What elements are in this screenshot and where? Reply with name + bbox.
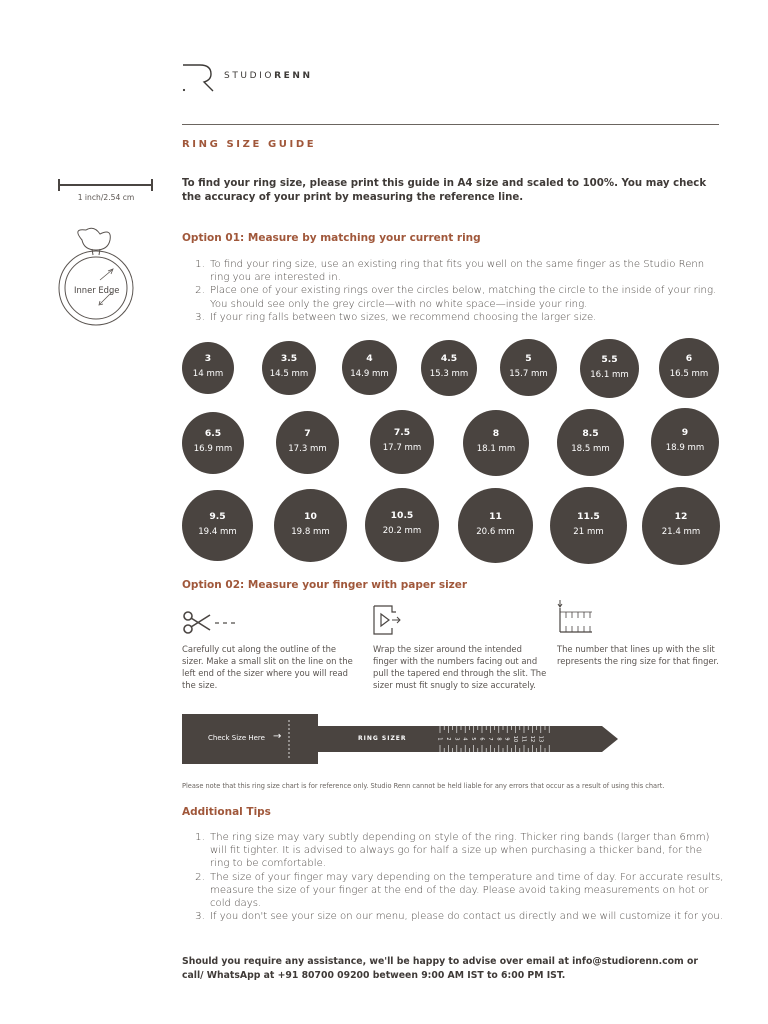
ring-size-label: 10.5 — [390, 510, 414, 521]
ring-size-circle — [500, 339, 557, 396]
ring-size-mm: 20.6 mm — [476, 526, 515, 537]
ring-size-mm: 20.2 mm — [382, 526, 422, 536]
ring-size-label: 4 — [366, 352, 373, 364]
ring-size-circle — [342, 340, 397, 395]
ring-size-circle — [370, 410, 434, 474]
ring-size-label: 8 — [492, 428, 500, 439]
ring-size-mm: 18.5 mm — [571, 443, 610, 454]
header-divider — [182, 124, 719, 125]
ring-size-mm: 17.7 mm — [382, 443, 422, 453]
ring-size-mm: 19.4 mm — [198, 526, 237, 537]
check-size-label: Check Size Here — [208, 734, 265, 742]
intro-text: To find your ring size, please print this guide in A4 size and scaled to 100%. You may check the accuracy of your print by measuring the reference line. — [182, 178, 707, 203]
scissors-icon — [182, 598, 242, 638]
tip-item: 3. If you don't see your size on our menu, please do contact us directly and we will customize it for you. — [208, 910, 724, 923]
tips-title: Additional Tips — [182, 806, 271, 818]
ring-size-mm: 18.1 mm — [476, 444, 516, 454]
ring-size-circle — [182, 342, 234, 394]
ring-size-label: 5 — [525, 352, 532, 364]
ring-size-circle — [182, 412, 244, 474]
reference-line — [59, 184, 152, 186]
ring-size-circle — [458, 488, 533, 563]
option1-step: 2. Place one of your existing rings over the circles below, matching the circle to the inside of your ring. You should see only the grey circle—with no white space—inside your ring. — [208, 284, 724, 310]
ring-size-label: 7 — [304, 427, 311, 439]
sizer-number: 12 — [528, 735, 535, 743]
option1-step: 3. If your ring falls between two sizes, we recommend choosing the larger size. — [208, 311, 724, 324]
option2-step-wrap: Wrap the sizer around the intended finger with the numbers facing out and pull the tapered end through the slit. The sizer must fit snugly to size accurately. — [373, 644, 547, 690]
ring-size-circle — [557, 409, 624, 476]
sizer-number: 8 — [495, 737, 502, 741]
reference-line-cap-right — [151, 179, 153, 191]
ring-size-label: 11.5 — [577, 510, 600, 522]
ring-size-label: 10 — [304, 510, 317, 522]
ring-size-label: 3.5 — [280, 353, 298, 364]
ring-size-label: 5.5 — [601, 353, 618, 365]
option1-step: 1. To find your ring size, use an existing ring that fits you well on the same finger as the Studio Renn ring you are interested in. — [208, 258, 724, 284]
wrap-sizer-icon — [372, 598, 412, 638]
ring-size-mm: 19.8 mm — [291, 526, 330, 537]
ring-size-mm: 21 mm — [573, 526, 604, 537]
ring-size-label: 6.5 — [204, 428, 222, 439]
ring-size-circle — [550, 487, 627, 564]
reference-line-label: 1 inch/2.54 cm — [77, 193, 135, 202]
option2-step-read: The number that lines up with the slit represents the ring size for that finger. — [557, 644, 719, 666]
option1-steps — [184, 258, 724, 324]
ring-size-circle — [421, 340, 477, 396]
ring-size-circle — [463, 410, 529, 476]
option2-title: Option 02: Measure your finger with paper sizer — [182, 579, 468, 591]
tip-item: 1. The ring size may vary subtly depending on style of the ring. Thicker ring bands (larger than 6mm) will fit tighter. It is advised to always go for half a size up when purchasing a thicker band, for the ring to be comfortable. — [208, 831, 724, 871]
sizer-number: 5 — [470, 737, 477, 741]
ring-size-circle — [274, 489, 347, 562]
ring-size-circle — [276, 411, 339, 474]
ring-size-mm: 16.1 mm — [590, 369, 629, 380]
ring-size-mm: 15.7 mm — [509, 368, 548, 379]
ring-size-mm: 14.9 mm — [350, 368, 389, 379]
ring-size-label: 6 — [685, 353, 693, 364]
sizer-number: 10 — [512, 735, 519, 743]
sizer-number: 4 — [461, 737, 468, 741]
ring-size-circle — [642, 487, 720, 565]
ring-size-label: 12 — [674, 511, 688, 522]
ring-size-mm: 14.5 mm — [269, 369, 309, 379]
brand-name: STUDIORENN — [224, 71, 313, 81]
sizer-number: 3 — [453, 737, 460, 741]
ring-size-mm: 16.5 mm — [669, 369, 709, 379]
sizer-number: 6 — [478, 737, 485, 741]
ring-size-label: 9.5 — [209, 510, 226, 522]
sizer-number: 7 — [486, 737, 493, 741]
ring-size-circle — [182, 490, 253, 561]
page-title: RING SIZE GUIDE — [182, 139, 317, 150]
ring-diagram-label: Inner Edge — [74, 285, 120, 295]
ring-size-mm: 14 mm — [192, 369, 224, 379]
sizer-number: 9 — [503, 737, 510, 741]
ring-size-circle — [651, 408, 719, 476]
ring-diagram-icon — [56, 226, 138, 330]
option1-title: Option 01: Measure by matching your current ring — [182, 232, 481, 244]
ring-size-circle — [580, 339, 639, 398]
reference-line-cap-left — [58, 179, 60, 191]
ring-size-mm: 18.9 mm — [665, 443, 705, 453]
ring-size-mm: 17.3 mm — [288, 443, 327, 454]
ruler-icon — [556, 598, 596, 638]
tips-list — [184, 831, 724, 923]
ring-size-mm: 21.4 mm — [661, 527, 701, 537]
ring-size-circle — [262, 341, 316, 395]
sizer-number: 1 — [436, 737, 443, 741]
option2-step-cut: Carefully cut along the outline of the sizer. Make a small slit on the line on the left end of the sizer where you will read the size. — [182, 644, 353, 690]
ring-size-circle — [365, 488, 439, 562]
tip-item: 2. The size of your finger may vary depending on the temperature and time of day. For accurate results, measure the size of your finger at the end of the day. Please avoid taking measurements on hot or cold days. — [208, 871, 724, 911]
check-size-arrow-icon: → — [273, 731, 282, 742]
sizer-number: 11 — [520, 735, 527, 743]
ring-size-label: 9 — [681, 427, 689, 438]
ring-size-label: 4.5 — [440, 353, 458, 364]
disclaimer: Please note that this ring size chart is for reference only. Studio Renn cannot be held liable for any errors that occur as a result of using this chart. — [182, 782, 665, 790]
ring-size-label: 7.5 — [393, 427, 411, 438]
ring-size-mm: 15.3 mm — [429, 369, 469, 379]
sizer-number: 2 — [444, 737, 451, 741]
ring-size-label: 3 — [204, 353, 212, 364]
sizer-number: 13 — [537, 735, 544, 743]
ring-size-circle — [659, 338, 719, 398]
contact-footer: Should you require any assistance, we'll be happy to advise over email at info@studiorenn.com or call/ WhatsApp at +91 80700 09200 between 9:00 AM IST to 6:00 PM IST. — [182, 956, 698, 981]
ring-size-label: 8.5 — [582, 427, 599, 439]
logo-mark-icon — [180, 62, 216, 92]
ring-size-mm: 16.9 mm — [193, 444, 233, 454]
ring-sizer-label: RING SIZER — [358, 735, 407, 742]
ring-size-label: 11 — [489, 510, 502, 522]
